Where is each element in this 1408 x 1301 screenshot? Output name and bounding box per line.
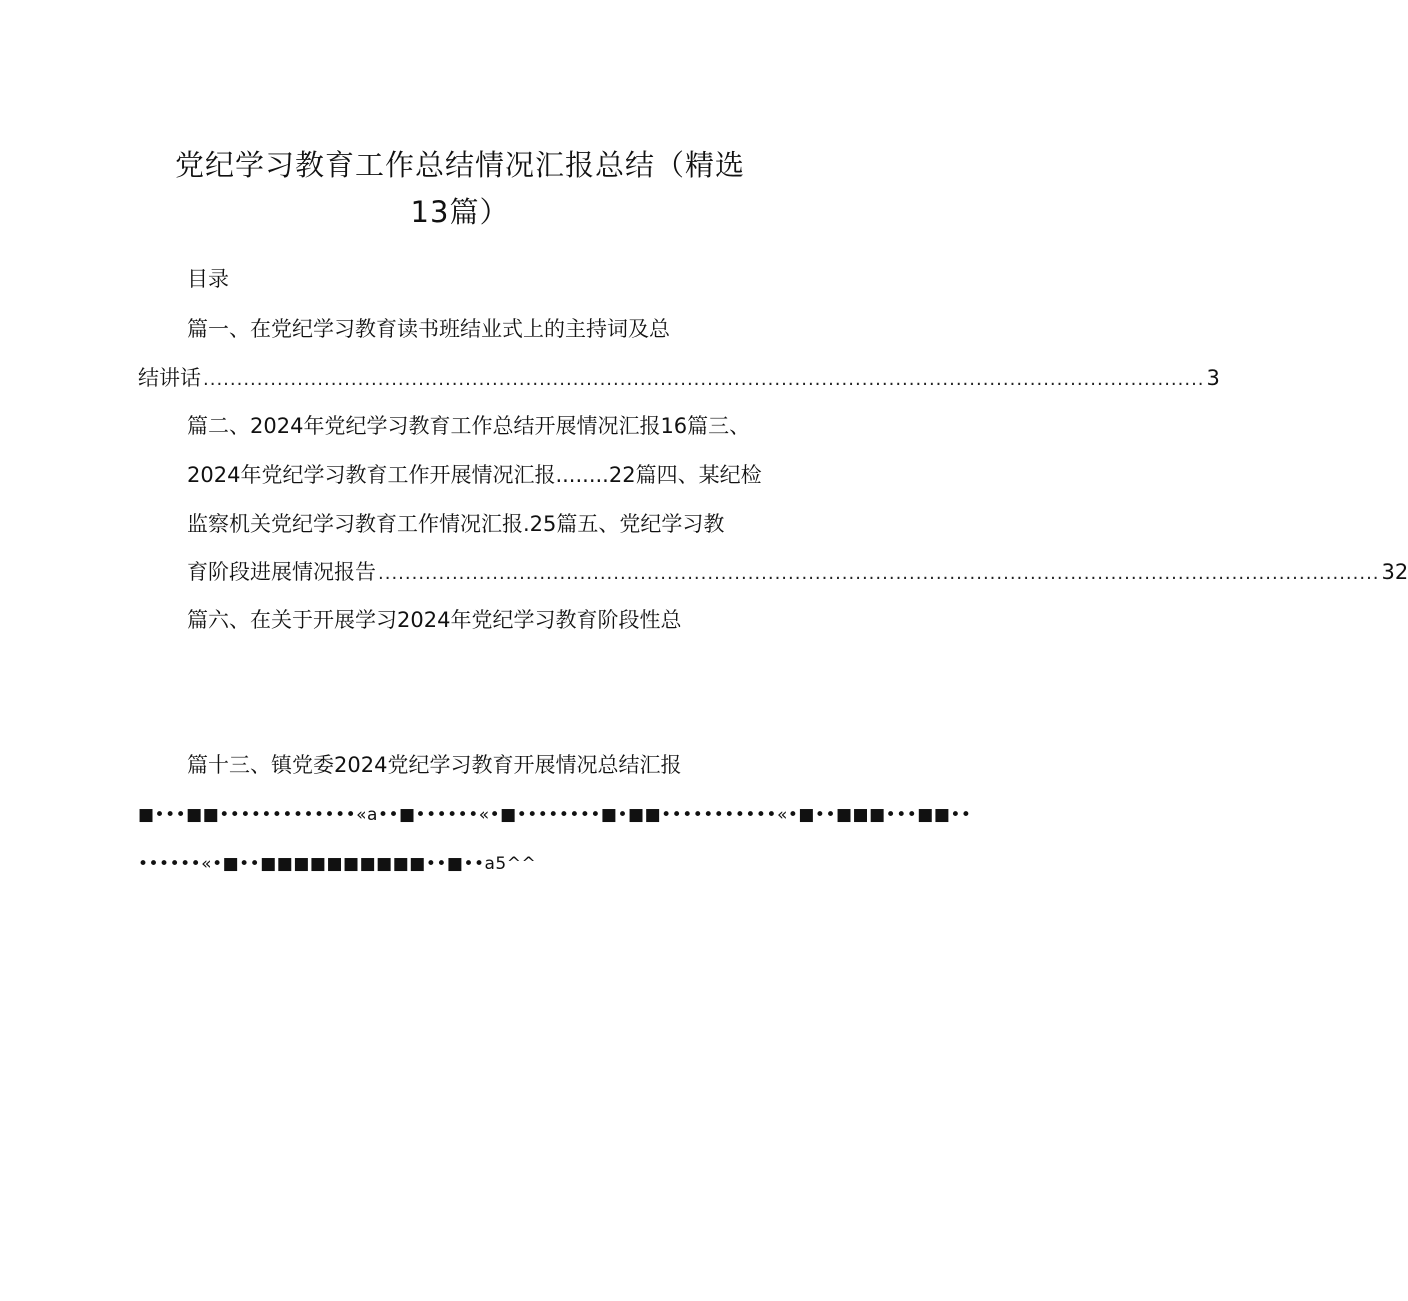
toc-entry-1-line-2[interactable] [138, 364, 1220, 394]
toc-entry-1-text: 结讲话 [138, 366, 201, 390]
toc-entry-2-line-4[interactable] [187, 558, 1408, 588]
toc-entry-2-line-3[interactable]: 监察机关党纪学习教育工作情况汇报.25篇五、党纪学习教 [187, 512, 725, 536]
toc-entry-13-line-1[interactable]: 篇十三、镇党委2024党纪学习教育开展情况总结汇报 [187, 753, 682, 777]
garbled-text-line-2: ••••••«•■••■■■■■■■■■■••■••a5^^ [138, 854, 537, 874]
toc-leader-dots: ..................................................................................................................................................... [203, 369, 1205, 390]
toc-entry-2-line-1[interactable]: 篇二、2024年党纪学习教育工作总结开展情况汇报16篇三、 [187, 414, 751, 438]
toc-leader-dots: ..................................................................................................................................................... [378, 563, 1380, 584]
toc-heading: 目录 [187, 267, 229, 291]
toc-entry-5-page: 32 [1381, 560, 1408, 584]
document-title-line-2: 13篇） [410, 195, 510, 229]
toc-entry-6-line-1[interactable]: 篇六、在关于开展学习2024年党纪学习教育阶段性总 [187, 608, 682, 632]
toc-entry-2-line-2[interactable]: 2024年党纪学习教育工作开展情况汇报........22篇四、某纪检 [187, 463, 762, 487]
toc-entry-1-line-1[interactable]: 篇一、在党纪学习教育读书班结业式上的主持词及总 [187, 317, 670, 341]
document-title-line-1: 党纪学习教育工作总结情况汇报总结（精选 [174, 148, 745, 182]
toc-entry-1-page: 3 [1206, 366, 1220, 390]
toc-entry-5-text: 育阶段进展情况报告 [187, 560, 376, 584]
garbled-text-line-1: ■•••■■•••••••••••••«a••■••••••«•■••••••••■•■■•••••••••••«•■••■■■•••■■•• [138, 805, 972, 825]
